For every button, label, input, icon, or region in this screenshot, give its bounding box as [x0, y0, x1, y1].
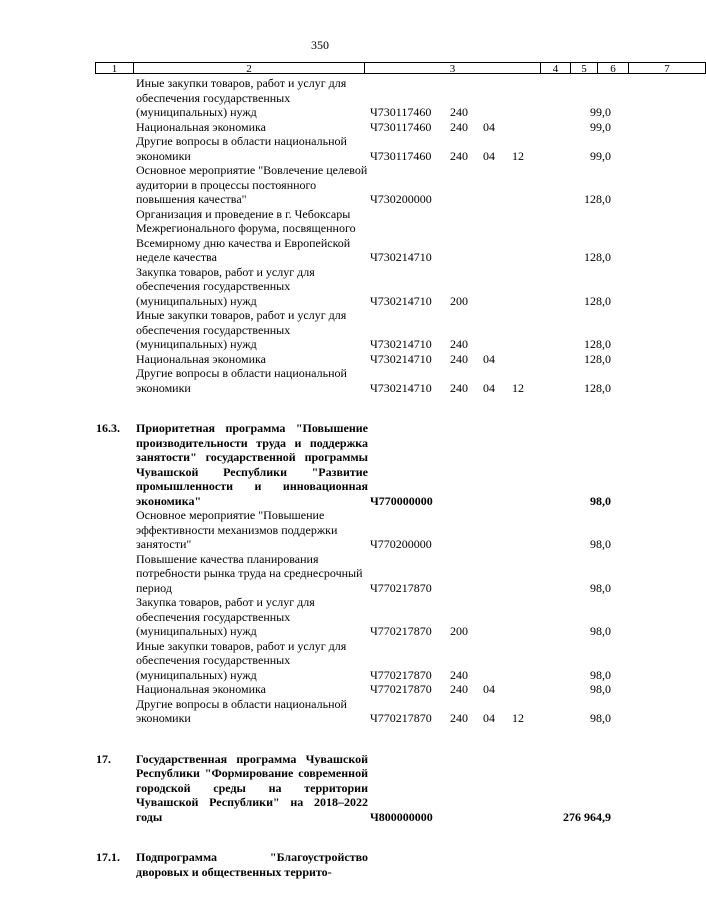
target-article-code: Ч730214710	[370, 351, 432, 366]
section-number: 16.3.	[96, 421, 120, 435]
row-description: Национальная экономика	[136, 682, 266, 696]
table-row	[0, 120, 640, 135]
target-article-code: Ч730214710	[370, 250, 432, 264]
row-description: Закупка товаров, работ и услуг для обеспечения государственных (муниципальных) нужд	[136, 595, 315, 638]
table-row	[0, 421, 640, 508]
row-description: Закупка товаров, работ и услуг для обеспечения государственных (муниципальных) нужд	[136, 264, 315, 308]
table-row	[0, 639, 640, 683]
amount: 128,0	[584, 351, 611, 366]
expense-type-code: 240	[450, 119, 468, 134]
expense-type-code: 240	[450, 711, 468, 725]
amount: 128,0	[584, 192, 611, 206]
row-description: Приоритетная программа "Повышение производительности труда и поддержка занятости" государственной программы Чувашской Республики "Развитие промышленности и инновационная экономика"	[136, 421, 368, 508]
section-code: 04	[483, 119, 495, 134]
amount: 99,0	[590, 148, 611, 163]
target-article-code: Ч770000000	[370, 493, 433, 508]
table-row	[0, 265, 640, 309]
amount: 98,0	[590, 580, 611, 595]
expense-type-code: 240	[450, 351, 468, 366]
target-article-code: Ч800000000	[370, 809, 433, 824]
target-article-code: Ч770217870	[370, 624, 432, 638]
target-article-code: Ч730117460	[370, 105, 432, 119]
table-row	[0, 752, 640, 825]
table-header	[95, 62, 670, 75]
target-article-code: Ч770217870	[370, 580, 432, 595]
amount: 98,0	[590, 624, 611, 638]
row-description: Национальная экономика	[136, 351, 266, 366]
expense-type-code: 240	[450, 380, 468, 395]
table-row	[0, 552, 640, 596]
expense-type-code: 240	[450, 682, 468, 696]
section-code: 04	[483, 351, 495, 366]
table-row	[0, 697, 640, 726]
row-description: Иные закупки товаров, работ и услуг для обеспечения государственных (муниципальных) нужд	[136, 76, 347, 119]
row-spacer	[0, 824, 640, 850]
amount: 276 964,9	[563, 809, 611, 824]
table-row	[0, 595, 640, 639]
row-description: Организация и проведение в г. Чебоксары Межрегионального форума, посвященного Всемирному дню качества и Европейской неделе качества	[136, 206, 356, 264]
section-number: 17.	[96, 751, 111, 766]
subsection-code: 12	[512, 148, 524, 163]
row-description: Национальная экономика	[136, 119, 266, 134]
section-code: 04	[483, 711, 495, 725]
table-row	[0, 207, 640, 265]
table-row	[0, 134, 640, 163]
row-description: Иные закупки товаров, работ и услуг для обеспечения государственных (муниципальных) нужд	[136, 638, 347, 682]
amount: 128,0	[584, 337, 611, 351]
table-row	[0, 76, 640, 120]
row-description: Другие вопросы в области национальной экономики	[136, 366, 347, 395]
amount: 98,0	[590, 682, 611, 696]
header-col-4: 4	[540, 62, 570, 74]
table-row	[0, 352, 640, 367]
table-row	[0, 508, 640, 552]
expense-type-code: 240	[450, 148, 468, 163]
target-article-code: Ч730117460	[370, 148, 432, 163]
header-col-2: 2	[133, 62, 364, 74]
amount: 98,0	[590, 711, 611, 725]
section-code: 04	[483, 682, 495, 696]
table-body	[0, 76, 640, 879]
target-article-code: Ч730214710	[370, 380, 432, 395]
row-description: Повышение качества планирования потребности рынка труда на среднесрочный период	[136, 551, 363, 595]
row-description: Иные закупки товаров, работ и услуг для обеспечения государственных (муниципальных) нужд	[136, 308, 347, 351]
subsection-code: 12	[512, 380, 524, 395]
amount: 98,0	[590, 667, 611, 682]
target-article-code: Ч730200000	[370, 192, 432, 206]
target-article-code: Ч770200000	[370, 537, 432, 551]
expense-type-code: 240	[450, 337, 468, 351]
target-article-code: Ч730117460	[370, 119, 432, 134]
section-code: 04	[483, 380, 495, 395]
target-article-code: Ч770217870	[370, 667, 432, 682]
row-description: Другие вопросы в области национальной экономики	[136, 134, 347, 163]
section-code: 04	[483, 148, 495, 163]
target-article-code: Ч770217870	[370, 682, 432, 696]
target-article-code: Ч730214710	[370, 293, 432, 308]
page-number: 350	[311, 38, 329, 52]
row-description: Основное мероприятие "Вовлечение целевой аудитории в процессы постоянного повышения качества"	[136, 163, 368, 206]
expense-type-code: 240	[450, 105, 468, 119]
row-description: Государственная программа Чувашской Республики "Формирование современной городской среды на территории Чувашской Республики" на 2018–2022 годы	[136, 751, 368, 824]
header-col-7: 7	[628, 62, 706, 74]
table-row	[0, 682, 640, 697]
expense-type-code: 240	[450, 667, 468, 682]
table-row	[0, 163, 640, 207]
amount: 98,0	[590, 493, 611, 508]
row-description: Подпрограмма "Благоустройство дворовых и общественных террито-	[136, 850, 368, 879]
amount: 128,0	[584, 250, 611, 264]
amount: 98,0	[590, 537, 611, 551]
expense-type-code: 200	[450, 624, 468, 638]
header-col-1: 1	[95, 62, 133, 74]
table-row	[0, 366, 640, 395]
row-description: Основное мероприятие "Повышение эффективности механизмов поддержки занятости"	[136, 508, 338, 551]
section-number: 17.1.	[96, 850, 120, 864]
row-spacer	[0, 726, 640, 752]
expense-type-code: 200	[450, 293, 468, 308]
header-col-6: 6	[597, 62, 628, 74]
header-col-3: 3	[364, 62, 540, 74]
row-description: Другие вопросы в области национальной экономики	[136, 696, 347, 725]
row-spacer	[0, 395, 640, 421]
table-row	[0, 308, 640, 352]
header-col-5: 5	[570, 62, 597, 74]
amount: 128,0	[584, 293, 611, 308]
subsection-code: 12	[512, 711, 524, 725]
target-article-code: Ч770217870	[370, 711, 432, 725]
table-row	[0, 850, 640, 879]
amount: 99,0	[590, 105, 611, 119]
amount: 128,0	[584, 380, 611, 395]
amount: 99,0	[590, 119, 611, 134]
target-article-code: Ч730214710	[370, 337, 432, 351]
